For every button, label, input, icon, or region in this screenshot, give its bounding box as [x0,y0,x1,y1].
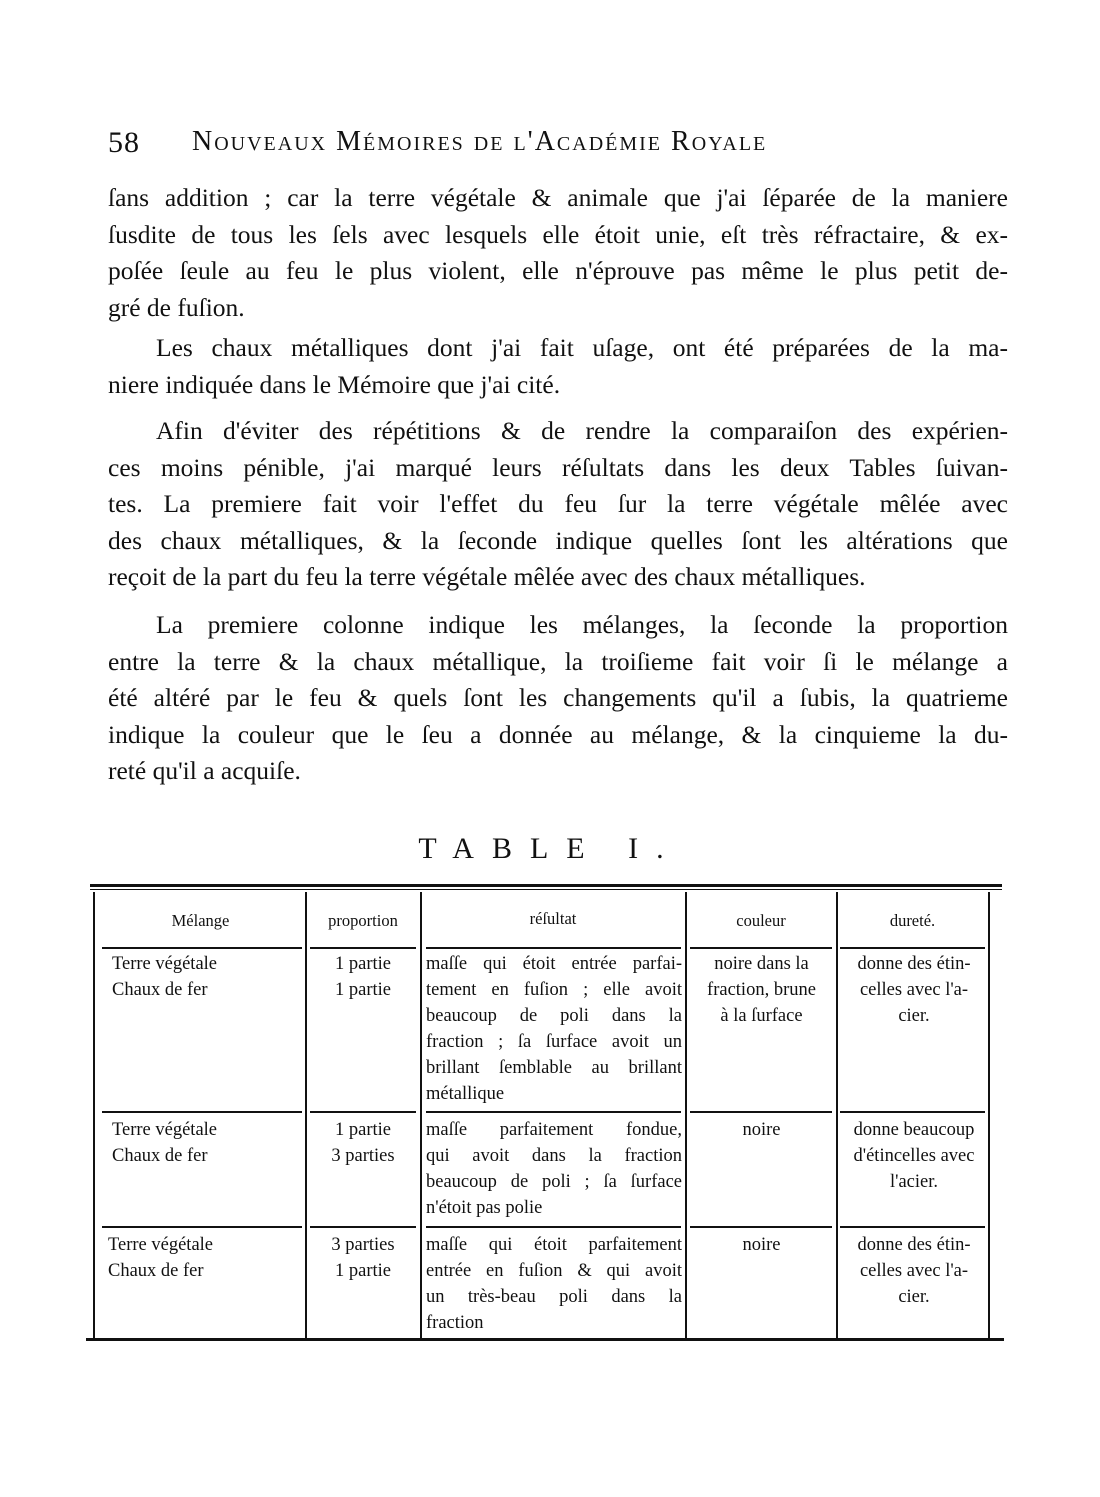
header-underline [426,947,681,949]
column-header: dureté. [889,911,936,930]
cell-line: Chaux de fer [112,980,208,1000]
paragraph-2 [108,330,1008,403]
cell-line: maſſe qui étoit parfaitement [426,1235,682,1255]
cell-line: celles avec l'a- [859,1261,969,1281]
text-line: tes. La premiere fait voir l'effet du feu ſur la terre végétale mêlée avec [108,489,1008,518]
cell-line: n'étoit pas polie [426,1198,543,1218]
cell-line: noire dans la [714,954,809,974]
cell-line: brillant ſemblable au brillant [426,1058,682,1078]
cell-line: fraction ; ſa ſurface avoit un [426,1032,682,1052]
column-header: couleur [736,911,786,930]
cell-line: d'étincelles avec [853,1146,975,1166]
table-right-border [988,892,990,1338]
cell-line: Chaux de fer [112,1146,208,1166]
cell-line: Terre végétale [112,1120,218,1140]
table-row-2-couleur [689,1117,834,1143]
paragraph-4 [108,607,1008,790]
cell-line: 1 partie [335,954,391,974]
table-row-2-melange [112,1117,302,1169]
column-divider [305,892,307,1338]
paragraph-3 [108,413,1008,596]
table-row-2-proportion [308,1117,418,1169]
cell-line: beaucoup de poli ; ſa ſurface [426,1172,682,1192]
row-divider [690,1111,832,1113]
header-underline [690,947,832,949]
table-left-border [93,892,95,1338]
table-top-rule [90,884,1002,887]
cell-line: fraction [426,1313,484,1333]
cell-line: 1 partie [335,980,391,1000]
table-title: TABLE I. [418,832,682,865]
cell-line: celles avec l'a- [859,980,969,1000]
cell-line: 3 parties [331,1146,395,1166]
text-line: ces moins pénible, j'ai marqué leurs réſultats dans les deux Tables ſuivan- [108,452,1008,482]
column-header: Mélange [171,911,230,930]
cell-line: cier. [898,1006,930,1026]
paragraph-1 [108,180,1008,326]
cell-line: qui avoit dans la fraction [426,1146,682,1166]
cell-line: entrée en fuſion & qui avoit [426,1261,682,1281]
cell-line: l'acier. [889,1172,938,1192]
row-divider [102,1226,302,1228]
cell-line: métallique [426,1084,505,1104]
row-divider [102,1111,302,1113]
running-title: Nouveaux Mémoires de l'Académie Royale [192,126,768,157]
cell-line: maſſe qui étoit entrée parfai- [426,954,682,974]
text-line: Afin d'éviter des répétitions & de rendre la comparaiſon des expérien- [156,416,1008,445]
text-line: entre la terre & la chaux métallique, la troiſieme fait voir ſi le mélange a [108,646,1008,676]
cell-line: beaucoup de poli dans la [426,1006,682,1026]
text-line: niere indiquée dans le Mémoire que j'ai cité. [108,369,561,399]
cell-line: fraction, brune [707,980,816,1000]
column-divider [836,892,838,1338]
cell-line: 3 parties [331,1235,395,1255]
cell-line: 1 partie [335,1120,391,1140]
running-head [108,126,938,166]
cell-line: noire [742,1235,781,1255]
cell-line: Terre végétale [108,1235,214,1255]
table-row-1-couleur [689,951,834,1029]
text-line: reçoit de la part du feu la terre végétale mêlée avec des chaux métalliques. [108,562,866,591]
data-table [90,884,1002,1344]
column-divider [420,892,422,1338]
text-line: des chaux métalliques, & la ſeconde indique quelles ſont les altérations que [108,525,1008,555]
table-row-3-durete [841,1232,987,1310]
row-divider [426,1226,681,1228]
cell-line: Terre végétale [112,954,218,974]
row-divider [426,1111,681,1113]
cell-line: un très-beau poli dans la [426,1287,682,1307]
table-row-3-couleur [689,1232,834,1258]
header-underline [310,947,416,949]
text-line: ſans addition ; car la terre végétale & animale que j'ai ſéparée de la maniere [108,183,1008,212]
row-divider [310,1226,416,1228]
cell-line: maſſe parfaitement fondue, [426,1120,682,1140]
table-bottom-rule [86,1338,1004,1341]
table-row-1-durete [841,951,987,1029]
table-top-rule-thin [90,889,1002,890]
column-header: proportion [328,911,398,930]
row-divider [840,1226,985,1228]
text-line: été altéré par le feu & quels ſont les changements qu'il a ſubis, la quatrieme [108,683,1008,712]
table-row-1-melange [112,951,302,1003]
cell-line: Chaux de fer [108,1261,204,1281]
column-divider [685,892,687,1338]
row-divider [840,1111,985,1113]
text-line: ſusdite de tous les ſels avec lesquels elle étoit unie, eſt très réfractaire, & ex- [108,219,1008,249]
cell-line: à la ſurface [720,1006,803,1026]
column-header: réſultat [529,909,577,928]
header-underline [840,947,985,949]
text-line: Les chaux métalliques dont j'ai fait uſage, ont été préparées de la ma- [156,333,1008,362]
text-line: gré de fuſion. [108,292,245,322]
cell-line: tement en fuſion ; elle avoit [426,980,682,1000]
cell-line: donne des étin- [857,1235,971,1255]
table-row-2-resultat [426,1117,682,1221]
text-line: reté qu'il a acquiſe. [108,756,301,785]
row-divider [690,1226,832,1228]
cell-line: donne des étin- [857,954,971,974]
table-row-3-melange [108,1232,298,1284]
cell-line: noire [742,1120,781,1140]
page-number: 58 [108,126,140,159]
table-row-3-resultat [426,1232,682,1336]
cell-line: donne beaucoup [853,1120,975,1140]
row-divider [310,1111,416,1113]
text-line: indique la couleur que le ſeu a donnée au mélange, & la cinquieme la du- [108,719,1008,749]
table-row-1-resultat [426,951,682,1107]
cell-line: 1 partie [335,1261,391,1281]
table-row-2-durete [841,1117,987,1195]
cell-line: cier. [898,1287,930,1307]
header-underline [102,947,302,949]
text-line: poſée ſeule au feu le plus violent, elle n'éprouve pas même le plus petit de- [108,256,1008,285]
text-line: La premiere colonne indique les mélanges, la ſeconde la proportion [156,610,1008,639]
table-row-1-proportion [308,951,418,1003]
table-row-3-proportion [308,1232,418,1284]
